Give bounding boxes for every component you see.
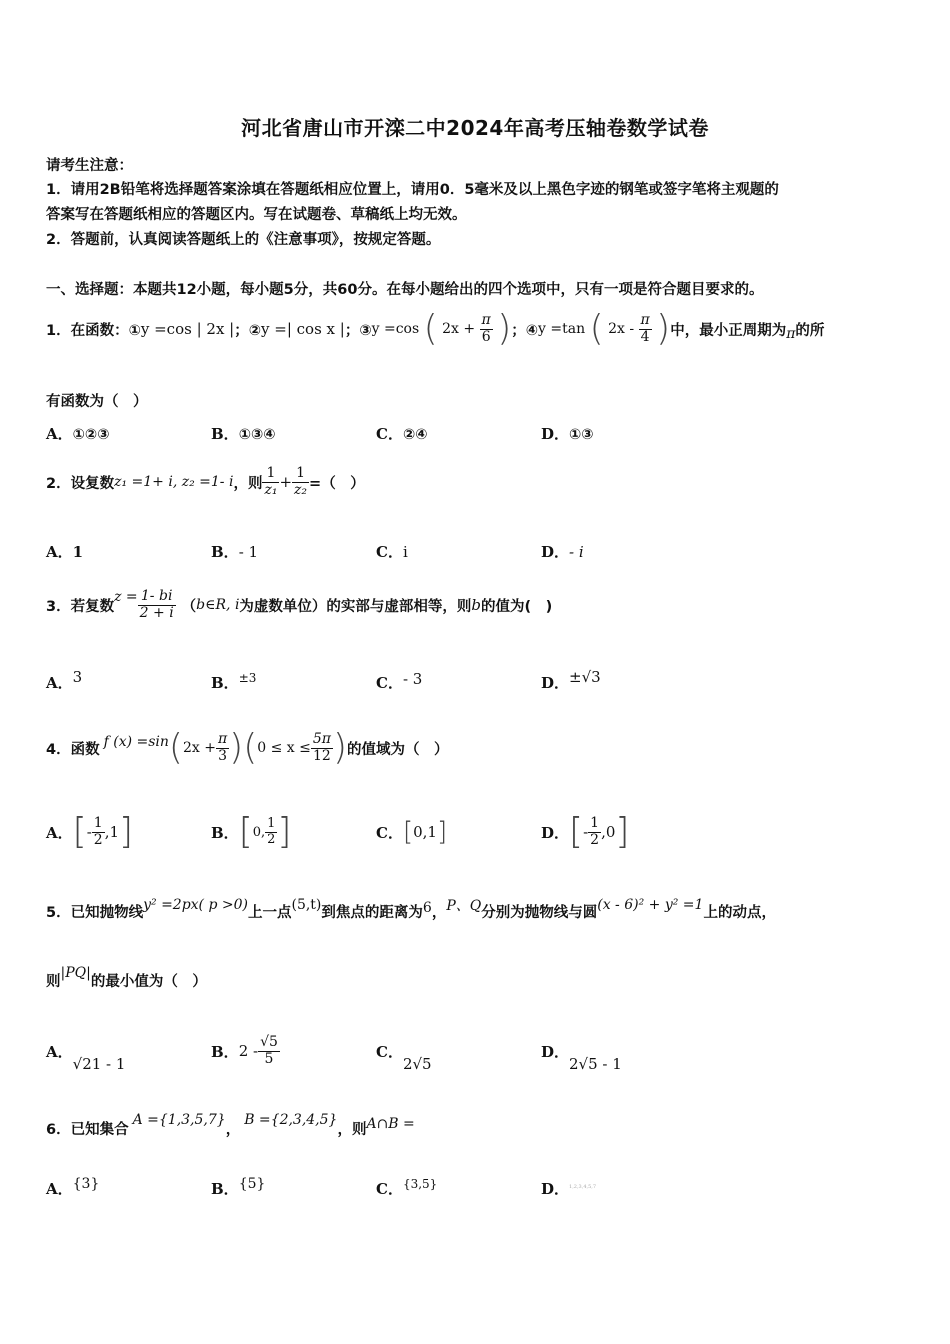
q4-option-a-post: ,1 xyxy=(104,823,119,841)
q4-text-1: 4．函数 xyxy=(46,741,100,758)
notice-line-1: 1．请用2B铅笔将选择题答案涂填在答题纸相应位置上，请用0．5毫米及以上黑色字迹的钢笔或签字笔将主观题的 xyxy=(46,182,779,198)
q2-option-d: D．- i xyxy=(541,543,584,561)
q4-option-d-pre: - xyxy=(583,823,589,841)
q4-lparen-1: ( xyxy=(168,727,183,768)
q4-func: f (x) =sin xyxy=(103,734,169,750)
q4-fraction xyxy=(216,732,229,764)
q2-text-2: ，则 xyxy=(233,475,263,492)
q5-text-5: 分别为抛物线与圆 xyxy=(481,904,598,921)
q4-condition: 0 ≤ x ≤ xyxy=(257,740,311,756)
q5-pq: P、Q xyxy=(446,898,482,914)
q6-option-b: B．{5} xyxy=(211,1176,266,1198)
q3-option-a-value: 3 xyxy=(72,668,83,686)
question-3 xyxy=(46,580,552,630)
q1-option-b-value: ①③④ xyxy=(238,427,276,443)
q4-option-d-post: ,0 xyxy=(601,823,616,841)
q1-text-3: ；③ xyxy=(344,322,372,339)
q6-option-b-value: {5} xyxy=(238,1176,266,1192)
q1-option-d: D．①③ xyxy=(541,425,594,443)
q3-text-2: （ xyxy=(181,598,197,615)
q3-option-c: C．- 3 xyxy=(376,670,423,692)
q1-f4-left: y =tan xyxy=(538,321,586,337)
q4-cond-fraction xyxy=(311,732,333,764)
q4-arg: 2x + xyxy=(182,740,216,756)
q1-f4-num: π xyxy=(640,312,650,329)
q6-text-3: ，则 xyxy=(337,1121,367,1138)
q4-option-b: B． [ 0, $\frac{1}{2}$ ] xyxy=(211,811,292,852)
q2-option-b: B．- 1 xyxy=(211,543,259,561)
q5-option-c: C． 2√5 xyxy=(376,1043,432,1073)
q2-plus: + xyxy=(279,473,293,491)
q4-option-a-pre: - xyxy=(86,823,92,841)
q5-circle: (x - 6)² + y² =1 xyxy=(597,897,704,913)
q2-text-1: 2．设复数 xyxy=(46,475,115,492)
q6-text-1: 6．已知集合 xyxy=(46,1121,129,1138)
q4-option-b-pre: 0, xyxy=(252,824,266,840)
q5-text-6: 上的动点， xyxy=(703,904,776,921)
q1-formula-1: y =cos | 2x | xyxy=(140,320,235,338)
q1-f4-fraction xyxy=(639,313,652,345)
q1-f4-arg: 2x - xyxy=(608,321,635,337)
q6-set-a: A ={1,3,5,7} xyxy=(132,1112,226,1128)
q5-line-2-b: 的最小值为（ ） xyxy=(90,974,207,990)
q2-formula-1: z₁ =1+ i, z₂ =1- i xyxy=(114,474,234,490)
q4-option-a: A． [ - $\frac{1}{2}$ ,1 ] xyxy=(46,811,134,852)
q1-option-a: A．①②③ xyxy=(46,425,110,443)
q1-line-2: 有函数为（ ） xyxy=(46,394,148,410)
q2-option-c-value: i xyxy=(402,543,408,561)
q3-b: b xyxy=(471,596,482,614)
q1-f4-lparen: ( xyxy=(589,308,604,349)
q5-option-a: A． √21 - 1 xyxy=(46,1043,126,1073)
q4-rparen-2: ) xyxy=(332,727,348,768)
q4-text-2: 的值域为（ ） xyxy=(347,741,449,758)
q1-f3-den: 6 xyxy=(481,328,491,345)
q3-text-4: 的值为( ) xyxy=(481,598,553,615)
q2-option-a: A．1 xyxy=(46,543,84,561)
q1-option-a-value: ①②③ xyxy=(72,427,110,443)
q2-fraction-1 xyxy=(262,466,279,498)
q3-z: z = xyxy=(114,589,138,605)
q4-den: 3 xyxy=(218,747,227,764)
q5-option-c-value: 2√5 xyxy=(402,1054,432,1073)
q1-f3-left: y =cos xyxy=(371,321,420,337)
q3-option-a: A．3 xyxy=(46,668,83,692)
section-heading: 一、选择题：本题共12小题，每小题5分，共60分。在每小题给出的四个选项中，只有一项是符合题目要求的。 xyxy=(46,282,764,298)
q6-option-a-value: {3} xyxy=(72,1176,100,1192)
q3-option-c-value: - 3 xyxy=(402,670,423,688)
q3-den: 2 + i xyxy=(139,604,174,621)
q5-option-b-frac: $\frac{√5}{5}$ xyxy=(260,1034,278,1067)
q1-f3-arg: 2x + xyxy=(442,321,476,337)
page-title: 河北省唐山市开滦二中2024年高考压轴卷数学试卷 xyxy=(241,116,709,140)
q1-formula-2: y =| cos x | xyxy=(261,320,345,338)
q2-option-d-value: - i xyxy=(569,543,584,561)
q4-option-d-frac: $\frac{1}{2}$ xyxy=(590,815,600,848)
notice-line-2: 答案写在答题纸相应的答题区内。写在试题卷、草稿纸上均无效。 xyxy=(46,207,467,223)
q2-option-c: C．i xyxy=(376,543,408,561)
q1-text-1: 1．在函数：① xyxy=(46,322,141,339)
q2-option-b-value: - 1 xyxy=(238,543,259,561)
q5-option-b-pre: 2 - xyxy=(238,1042,259,1060)
q5-option-a-value: √21 - 1 xyxy=(72,1054,126,1073)
question-2 xyxy=(46,456,365,508)
q3-num: 1- bi xyxy=(138,589,176,605)
q1-formula-4 xyxy=(538,308,671,349)
question-6 xyxy=(46,1110,415,1146)
q1-f4-rparen: ) xyxy=(656,308,671,349)
q1-option-c-value: ②④ xyxy=(402,427,428,443)
q1-f3-lparen: ( xyxy=(423,308,438,349)
q2-frac2-num: 1 xyxy=(292,466,309,482)
q1-text-2: ；② xyxy=(234,322,262,339)
q5-line-2 xyxy=(46,964,207,991)
q3-option-b-value: ±3 xyxy=(238,671,257,685)
q1-option-b: B．①③④ xyxy=(211,425,276,443)
q1-f4-den: 4 xyxy=(640,328,650,345)
q2-frac1-den: z₁ xyxy=(264,481,278,498)
q5-parabola: y² =2px( p >0) xyxy=(143,897,248,913)
q5-six: 6 xyxy=(422,900,432,916)
question-1 xyxy=(46,306,824,352)
q5-option-d-value: 2√5 - 1 xyxy=(569,1054,622,1073)
q4-option-d: D． [ - $\frac{1}{2}$ ,0 ] xyxy=(541,811,630,852)
q6-option-c: C．$^{\{3,5\}}$ xyxy=(376,1177,438,1198)
q2-frac2-den: z₂ xyxy=(294,481,308,498)
q3-option-d: D．±√3 xyxy=(541,668,601,692)
q5-abs-pq: |PQ| xyxy=(60,964,91,981)
q1-text-5: 中，最小正周期为 xyxy=(670,322,787,339)
q5-line-2-a: 则 xyxy=(46,974,61,990)
q4-option-c-value: 0,1 xyxy=(413,823,437,841)
q1-option-c: C．②④ xyxy=(376,425,428,443)
q5-text-4: ， xyxy=(431,904,447,921)
q6-text-2: ， xyxy=(225,1121,241,1138)
q5-text-2: 上一点 xyxy=(247,904,292,921)
q5-point: (5,t) xyxy=(291,897,322,913)
q2-fraction-2 xyxy=(292,466,309,498)
q4-cond-den: 12 xyxy=(313,747,331,764)
q5-text-3: 到焦点的距离为 xyxy=(321,904,423,921)
notice-line-3: 2．答题前，认真阅读答题纸上的《注意事项》，按规定答题。 xyxy=(46,232,441,248)
q4-option-c: C． [ 0,1 ] xyxy=(376,817,448,847)
q1-f3-fraction xyxy=(480,313,493,345)
q5-text-1: 5．已知抛物线 xyxy=(46,904,144,921)
question-4 xyxy=(46,722,449,774)
q2-frac1-num: 1 xyxy=(262,466,279,482)
q6-expr: A∩B = xyxy=(366,1116,415,1132)
q3-condition: b∈R, i xyxy=(196,597,240,613)
q6-option-d: D．$^{1,2,3,4,5,7}$ xyxy=(541,1180,597,1198)
q6-option-d-value: 1,2,3,4,5,7 xyxy=(569,1184,597,1190)
q1-pi: π xyxy=(786,326,796,342)
q4-lparen-2: ( xyxy=(243,727,258,768)
q1-text-6: 的所 xyxy=(795,322,825,339)
q3-option-d-value: ±√3 xyxy=(569,668,601,686)
q2-text-3: =（ ） xyxy=(309,475,365,492)
q6-set-b: B ={2,3,4,5} xyxy=(244,1112,338,1128)
q1-option-d-value: ①③ xyxy=(569,427,594,443)
q3-text-3: 为虚数单位）的实部与虚部相等，则 xyxy=(239,598,472,615)
q4-rparen-1: ) xyxy=(229,727,244,768)
q4-cond-num: 5π xyxy=(312,731,331,748)
q5-option-d: D． 2√5 - 1 xyxy=(541,1043,622,1073)
question-5 xyxy=(46,893,776,929)
q1-text-4: ；④ xyxy=(511,322,539,339)
q3-option-b: B．$^{\pm 3}$ xyxy=(211,671,257,692)
q1-f3-num: π xyxy=(481,312,491,329)
q2-option-a-value: 1 xyxy=(72,543,84,561)
q1-formula-3 xyxy=(371,308,512,349)
q6-option-c-value: {3,5} xyxy=(402,1177,438,1191)
q3-text-1: 3．若复数 xyxy=(46,598,115,615)
q6-option-a: A．{3} xyxy=(46,1176,100,1198)
q5-option-b: B． 2 - $\frac{√5}{5}$ xyxy=(211,1034,278,1067)
q4-num: π xyxy=(217,731,228,748)
q4-option-a-frac: $\frac{1}{2}$ xyxy=(93,815,103,848)
q3-fraction xyxy=(138,589,176,621)
q4-option-b-frac: $\frac{1}{2}$ xyxy=(267,816,276,847)
notice-heading: 请考生注意： xyxy=(46,158,133,174)
q1-f3-rparen: ) xyxy=(497,308,512,349)
